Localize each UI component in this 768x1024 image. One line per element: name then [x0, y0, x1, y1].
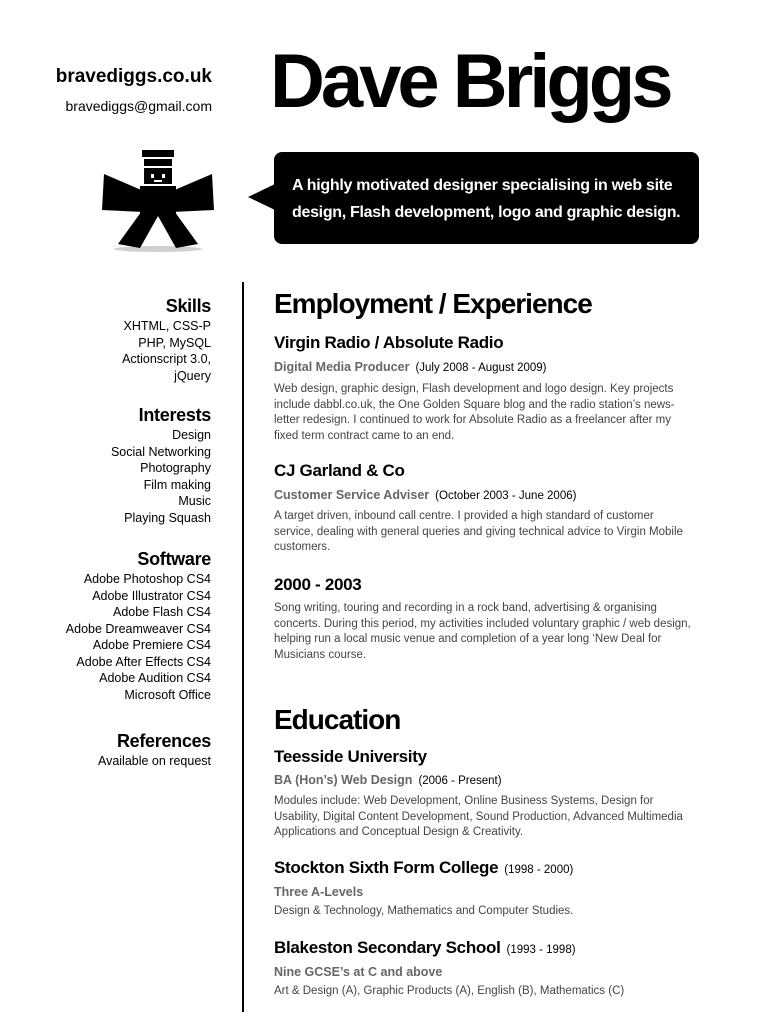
- job-company: CJ Garland & Co: [274, 461, 405, 480]
- job-role: Digital Media Producer: [274, 360, 410, 374]
- software-section: [66, 547, 211, 703]
- school-name: Blakeston Secondary School: [274, 938, 501, 957]
- references-heading: References: [116, 731, 211, 751]
- software-heading: Software: [137, 549, 211, 569]
- job-entry: [274, 460, 694, 556]
- job-dates: (July 2008 - August 2009): [415, 362, 547, 374]
- interest-item: Social Networking: [110, 444, 211, 459]
- job-role: Customer Service Adviser: [274, 488, 430, 502]
- school-name: Stockton Sixth Form College: [274, 858, 499, 877]
- software-item: Adobe After Effects CS4: [76, 654, 211, 669]
- interest-item: Photography: [140, 461, 211, 475]
- references-text: Available on request: [97, 754, 211, 768]
- education-heading: Education: [274, 704, 401, 735]
- job-entry: [274, 332, 694, 444]
- skill-item: PHP, MySQL: [138, 335, 211, 350]
- software-item: Adobe Illustrator CS4: [92, 588, 211, 603]
- job-description: Song writing, touring and recording in a rock band, advertising & organising concerts. During this period, my activities included voluntary graphic / web design, helping run a local music venue and completion of a year long ‘New Deal for Musicians course.: [274, 602, 691, 661]
- interests-section: [111, 403, 211, 526]
- website-link[interactable]: bravediggs.co.uk: [55, 66, 212, 87]
- school-dates: (1993 - 1998): [506, 944, 576, 956]
- job-entry: [274, 574, 694, 663]
- interest-item: Music: [178, 494, 211, 508]
- skills-heading: Skills: [165, 296, 211, 316]
- software-item: Adobe Premiere CS4: [92, 638, 211, 652]
- school-description: Design & Technology, Mathematics and Computer Studies.: [274, 905, 574, 917]
- school-dates: (1998 - 2000): [504, 864, 574, 876]
- school-description: Modules include: Web Development, Online Business Systems, Design for Usability, Digital Content Development, Sound Production, Advanced Multimedia Applications and Conceptual Design & Creativity.: [274, 795, 683, 838]
- software-item: Microsoft Office: [124, 687, 211, 702]
- skill-item: Actionscript 3.0,: [122, 352, 211, 366]
- school-dates: (2006 - Present): [418, 775, 502, 787]
- employment-section: [274, 287, 694, 321]
- references-section: [98, 729, 211, 770]
- tagline-speech-bubble: [274, 152, 699, 244]
- interests-heading: Interests: [138, 405, 211, 425]
- skill-item: jQuery: [174, 368, 211, 383]
- school-course: Three A-Levels: [274, 885, 364, 899]
- school-entry: [274, 746, 694, 841]
- school-name: Teesside University: [274, 747, 427, 766]
- page-title: Dave Briggs: [270, 39, 670, 124]
- school-entry: [274, 857, 694, 920]
- job-company: Virgin Radio / Absolute Radio: [274, 333, 504, 352]
- job-description: Web design, graphic design, Flash development and logo design. Key projects include dabbl.co.uk, the One Golden Square blog and the radio station’s news-letter redesign. I continued to work for Absolute Radio as a freelancer after my fixed term contract came to an end.: [274, 383, 675, 442]
- software-item: Adobe Audition CS4: [99, 671, 211, 685]
- interest-item: Film making: [143, 477, 211, 492]
- column-divider: [242, 282, 244, 1012]
- school-description: Art & Design (A), Graphic Products (A), English (B), Mathematics (C): [274, 985, 625, 997]
- software-item: Adobe Photoshop CS4: [83, 572, 211, 586]
- school-course: BA (Hon’s) Web Design: [274, 773, 413, 787]
- asterisk-mascot-logo: [100, 148, 216, 256]
- education-section: [274, 703, 694, 737]
- employment-heading: Employment / Experience: [274, 288, 592, 319]
- school-course: Nine GCSE’s at C and above: [274, 965, 443, 979]
- job-dates: (October 2003 - June 2006): [435, 490, 577, 502]
- job-period: 2000 - 2003: [274, 575, 362, 594]
- interest-item: Playing Squash: [124, 510, 211, 525]
- job-description: A target driven, inbound call centre. I provided a high standard of customer service, dealing with general queries and giving technical advice to Virgin Mobile customers.: [274, 510, 683, 553]
- skill-item: XHTML, CSS-P: [123, 319, 211, 333]
- skills-section: [122, 294, 211, 384]
- software-item: Adobe Flash CS4: [113, 605, 211, 619]
- tagline: A highly motivated designer specialising in web site design, Flash development, logo and graphic design.: [292, 177, 681, 221]
- email-link[interactable]: bravediggs@gmail.com: [65, 98, 212, 114]
- software-item: Adobe Dreamweaver CS4: [65, 621, 211, 636]
- interest-item: Design: [172, 428, 211, 442]
- school-entry: [274, 937, 694, 1000]
